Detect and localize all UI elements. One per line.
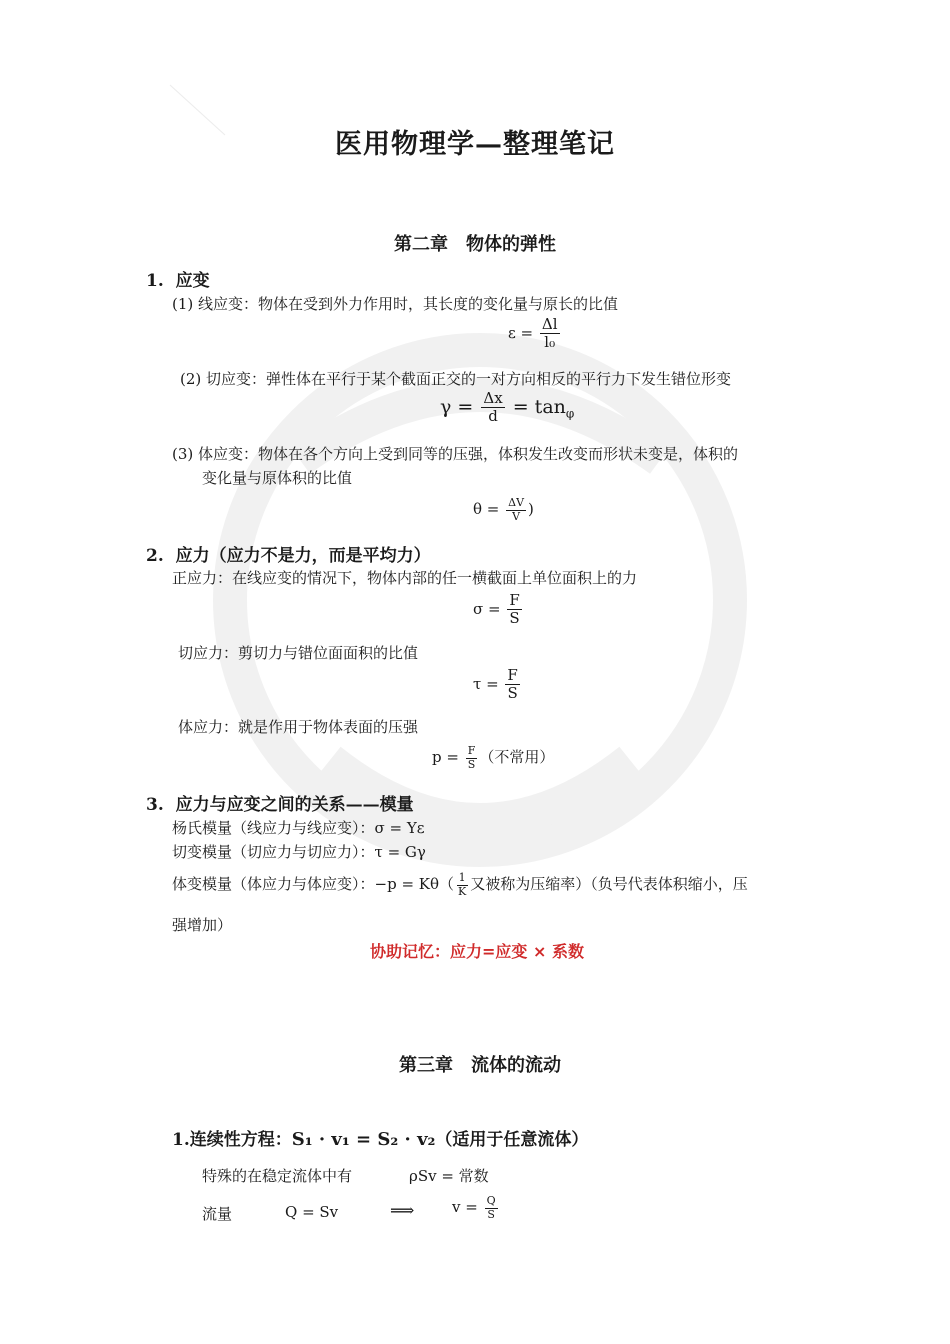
formula-volume-strain	[473, 497, 534, 523]
bulk-modulus-line	[172, 872, 748, 898]
formula-subscript: φ	[565, 406, 575, 421]
frac-den: V	[512, 509, 521, 523]
flow-rate-equation: Q = Sv	[285, 1203, 339, 1221]
page-title: 医用物理学—整理笔记	[335, 129, 615, 160]
formula-lhs: τ =	[473, 674, 499, 693]
frac-num: F	[467, 744, 476, 757]
formula-note: （不常用）	[479, 748, 555, 767]
formula-rhs: = tan	[512, 395, 566, 418]
memory-tip: 协助记忆：应力=应变 × 系数	[370, 942, 584, 961]
frac-num: F	[507, 666, 518, 684]
frac-num: Δx	[483, 389, 503, 407]
section-2-heading	[146, 541, 431, 566]
formula-lhs: p =	[432, 748, 459, 767]
frac-num: 1	[458, 871, 466, 884]
chapter-2-heading: 第二章 物体的弹性	[394, 234, 556, 255]
section-number: 2.	[146, 546, 164, 566]
normal-stress-text: 正应力：在线应变的情况下，物体内部的任一横截面上单位面积上的力	[172, 569, 638, 587]
youngs-modulus-line: 杨氏模量（线应力与线应变）：σ = Yε	[172, 819, 425, 837]
frac-num: ΔV	[508, 496, 525, 509]
continuity-note: （适用于任意流体）	[435, 1130, 589, 1150]
section-title: 应变	[175, 271, 210, 291]
shear-stress-text: 切应力：剪切力与错位面面积的比值	[178, 644, 419, 662]
strain-item-3a: (3) 体应变：物体在各个方向上受到同等的压强，体积发生改变而形状未变是，体积的	[172, 445, 739, 463]
formula-volume-stress	[432, 745, 554, 771]
section-1-heading	[146, 266, 210, 291]
frac-den: S	[467, 757, 476, 771]
shear-modulus-line: 切变模量（切应力与切应力）：τ = Gγ	[172, 843, 426, 861]
formula-lhs: v =	[452, 1198, 478, 1217]
formula-lhs: γ =	[440, 395, 474, 418]
section-number: 1.	[146, 271, 164, 291]
formula-lhs: θ =	[473, 500, 500, 519]
frac-num: F	[509, 591, 520, 609]
frac-den: S	[507, 684, 518, 703]
section-number: 3.	[146, 795, 164, 815]
formula-rhs: )	[528, 500, 534, 519]
section-title: 应力（应力不是力，而是平均力）	[175, 546, 431, 566]
chapter-3-heading: 第三章 流体的流动	[399, 1055, 561, 1076]
steady-flow-equation: ρSv = 常数	[409, 1167, 489, 1185]
section-title: 应力与应变之间的关系——模量	[175, 795, 414, 815]
steady-flow-label: 特殊的在稳定流体中有	[202, 1167, 353, 1185]
frac-den: l₀	[544, 333, 556, 352]
volume-stress-text: 体应力：就是作用于物体表面的压强	[178, 718, 419, 736]
formula-velocity	[452, 1195, 500, 1221]
frac-den: S	[487, 1207, 495, 1221]
flow-rate-label: 流量	[202, 1205, 233, 1223]
frac-den: K	[458, 884, 467, 898]
bulk-modulus-line-2: 强增加）	[172, 916, 233, 934]
formula-lhs: σ =	[473, 599, 501, 618]
strain-item-2: (2) 切应变：弹性体在平行于某个截面正交的一对方向相反的平行力下发生错位形变	[180, 370, 732, 388]
frac-den: d	[488, 407, 498, 426]
continuity-heading	[172, 1125, 588, 1150]
formula-shear-stress	[473, 667, 522, 703]
frac-den: S	[509, 609, 520, 628]
frac-num: Q	[486, 1194, 496, 1207]
formula-shear-strain	[440, 390, 574, 426]
bulk-modulus-text: 体变模量（体应力与体应变）：−p = Kθ（	[172, 875, 455, 894]
implies-arrow: ⟹	[390, 1201, 415, 1221]
continuity-title: 1.连续性方程：	[172, 1130, 292, 1150]
strain-item-1: (1) 线应变：物体在受到外力作用时，其长度的变化量与原长的比值	[172, 295, 619, 313]
continuity-equation: S₁ · v₁ = S₂ · v₂	[291, 1129, 436, 1150]
section-3-heading	[146, 790, 414, 815]
bulk-modulus-note: 又被称为压缩率）（负号代表体积缩小，压	[470, 875, 748, 894]
formula-lhs: ε =	[508, 323, 534, 342]
strain-item-3b: 变化量与原体积的比值	[202, 469, 353, 487]
formula-normal-stress	[473, 592, 524, 628]
formula-linear-strain	[508, 316, 562, 352]
frac-num: Δl	[541, 315, 558, 333]
